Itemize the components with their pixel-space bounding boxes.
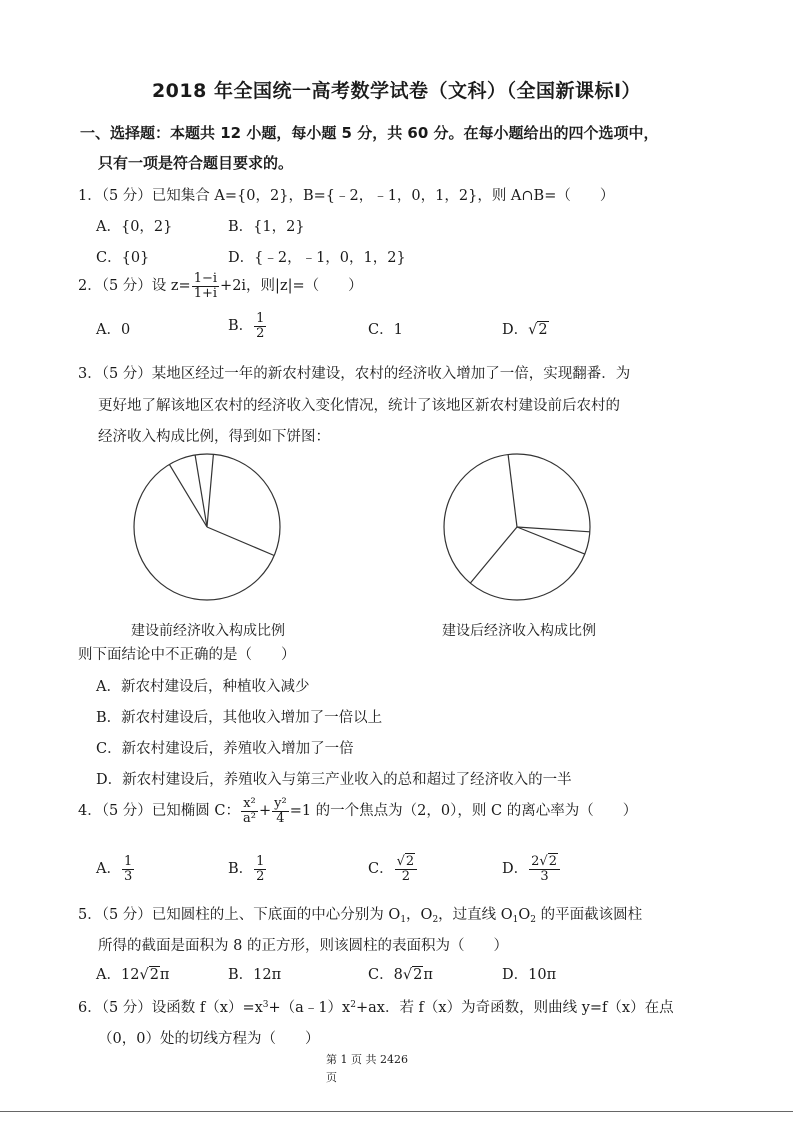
pie-charts <box>0 445 793 645</box>
q5-option-c: C．8√2π <box>368 967 433 983</box>
q2-stem: 2．（5 分）设 z= $\frac{1-i}{1+i}$ +2i，则|z|=（ ） <box>78 271 363 301</box>
q1-option-b: B．{1，2} <box>228 219 305 235</box>
pie-chart-after <box>444 454 590 600</box>
q5-line2: 所得的截面是面积为 8 的正方形，则该圆柱的表面积为（ ） <box>98 938 508 954</box>
section-heading-line2: 只有一项是符合题目要求的。 <box>98 154 294 172</box>
pie2-caption: 建设后经济收入构成比例 <box>442 623 596 639</box>
q5-option-b: B．12π <box>228 967 282 983</box>
q1-option-c: C．{0} <box>96 250 150 266</box>
q3-line2: 更好地了解该地区农村的经济收入变化情况，统计了该地区新农村建设前后农村的 <box>98 398 620 414</box>
q3-line3: 经济收入构成比例，得到如下饼图： <box>98 429 330 445</box>
pie1-caption: 建设前经济收入构成比例 <box>131 623 285 639</box>
q4-option-c: C． $\frac{√2}{2}$ <box>368 855 418 883</box>
q2-option-a: A．0 <box>96 322 131 338</box>
pie2-slice-boundary-3 <box>470 527 517 583</box>
q5-option-d: D．10π <box>502 967 557 983</box>
q4-stem: 4．（5 分）已知椭圆 C： $\frac{\text{x²}}{\text{a²}}$ + $\frac{\text{y²}}{4}$ =1 的一个焦点为（2，0），则 C 的离心率为（ ） <box>78 796 638 826</box>
pie1-slice-boundary-3 <box>207 527 274 556</box>
q4-option-b: B． $\frac{1}{2}$ <box>228 854 265 884</box>
q4-option-a: A． $\frac{1}{3}$ <box>96 854 133 884</box>
q2-option-c: C．1 <box>368 322 403 338</box>
q2-fraction: $\frac{1-i}{1+i}$ <box>193 271 218 301</box>
footer-page-number-cont: 页 <box>326 1071 337 1084</box>
q4-option-d: D． $\frac{2√2}{3}$ <box>502 855 561 883</box>
page-bottom-rule <box>0 1111 793 1112</box>
pie2-slice-boundary-0 <box>508 455 517 528</box>
q3-option-c: C．新农村建设后，养殖收入增加了一倍 <box>96 741 354 757</box>
page-title: 2018 年全国统一高考数学试卷（文科）（全国新课标Ⅰ） <box>151 80 642 102</box>
q1-option-d: D．{﹣2，﹣1，0，1，2} <box>228 250 406 266</box>
footer-page-number: 第 1 页 共 2426 <box>326 1053 408 1066</box>
q3-question: 则下面结论中不正确的是（ ） <box>78 647 296 663</box>
q2-option-b: B． $\frac{1}{2}$ <box>228 311 265 341</box>
q5-line1: 5．（5 分）已知圆柱的上、下底面的中心分别为 $O_1$，$O_2$，过直线 $O_1O_2$ 的平面截该圆柱 <box>78 907 643 925</box>
q3-line1: 3．（5 分）某地区经过一年的新农村建设，农村的经济收入增加了一倍，实现翻番．为 <box>78 366 631 382</box>
q1-option-a: A．{0，2} <box>96 219 173 235</box>
q6-line2: （0，0）处的切线方程为（ ） <box>98 1031 320 1047</box>
q3-option-a: A．新农村建设后，种植收入减少 <box>96 679 310 695</box>
q6-line1: 6．（5 分）设函数 $f(x)=x^3+(a﹣1)x^2+ax$．若 f（x）为奇函数，则曲线 y=f（x）在点 <box>78 1000 674 1016</box>
q1-stem: 1．（5 分）已知集合 A={0，2}，B={﹣2，﹣1，0，1，2}，则 A∩B=（ ） <box>78 188 615 204</box>
q3-option-b: B．新农村建设后，其他收入增加了一倍以上 <box>96 710 383 726</box>
pie1-slice-boundary-2 <box>207 454 213 527</box>
q3-option-d: D．新农村建设后，养殖收入与第三产业收入的总和超过了经济收入的一半 <box>96 772 572 788</box>
q5-option-a: A．12√2π <box>96 967 170 983</box>
q2-option-d: D．√2 <box>502 322 548 338</box>
pie-chart-before <box>134 454 280 600</box>
section-heading-line1: 一、选择题：本题共 12 小题，每小题 5 分，共 60 分。在每小题给出的四个选项中， <box>80 124 659 142</box>
